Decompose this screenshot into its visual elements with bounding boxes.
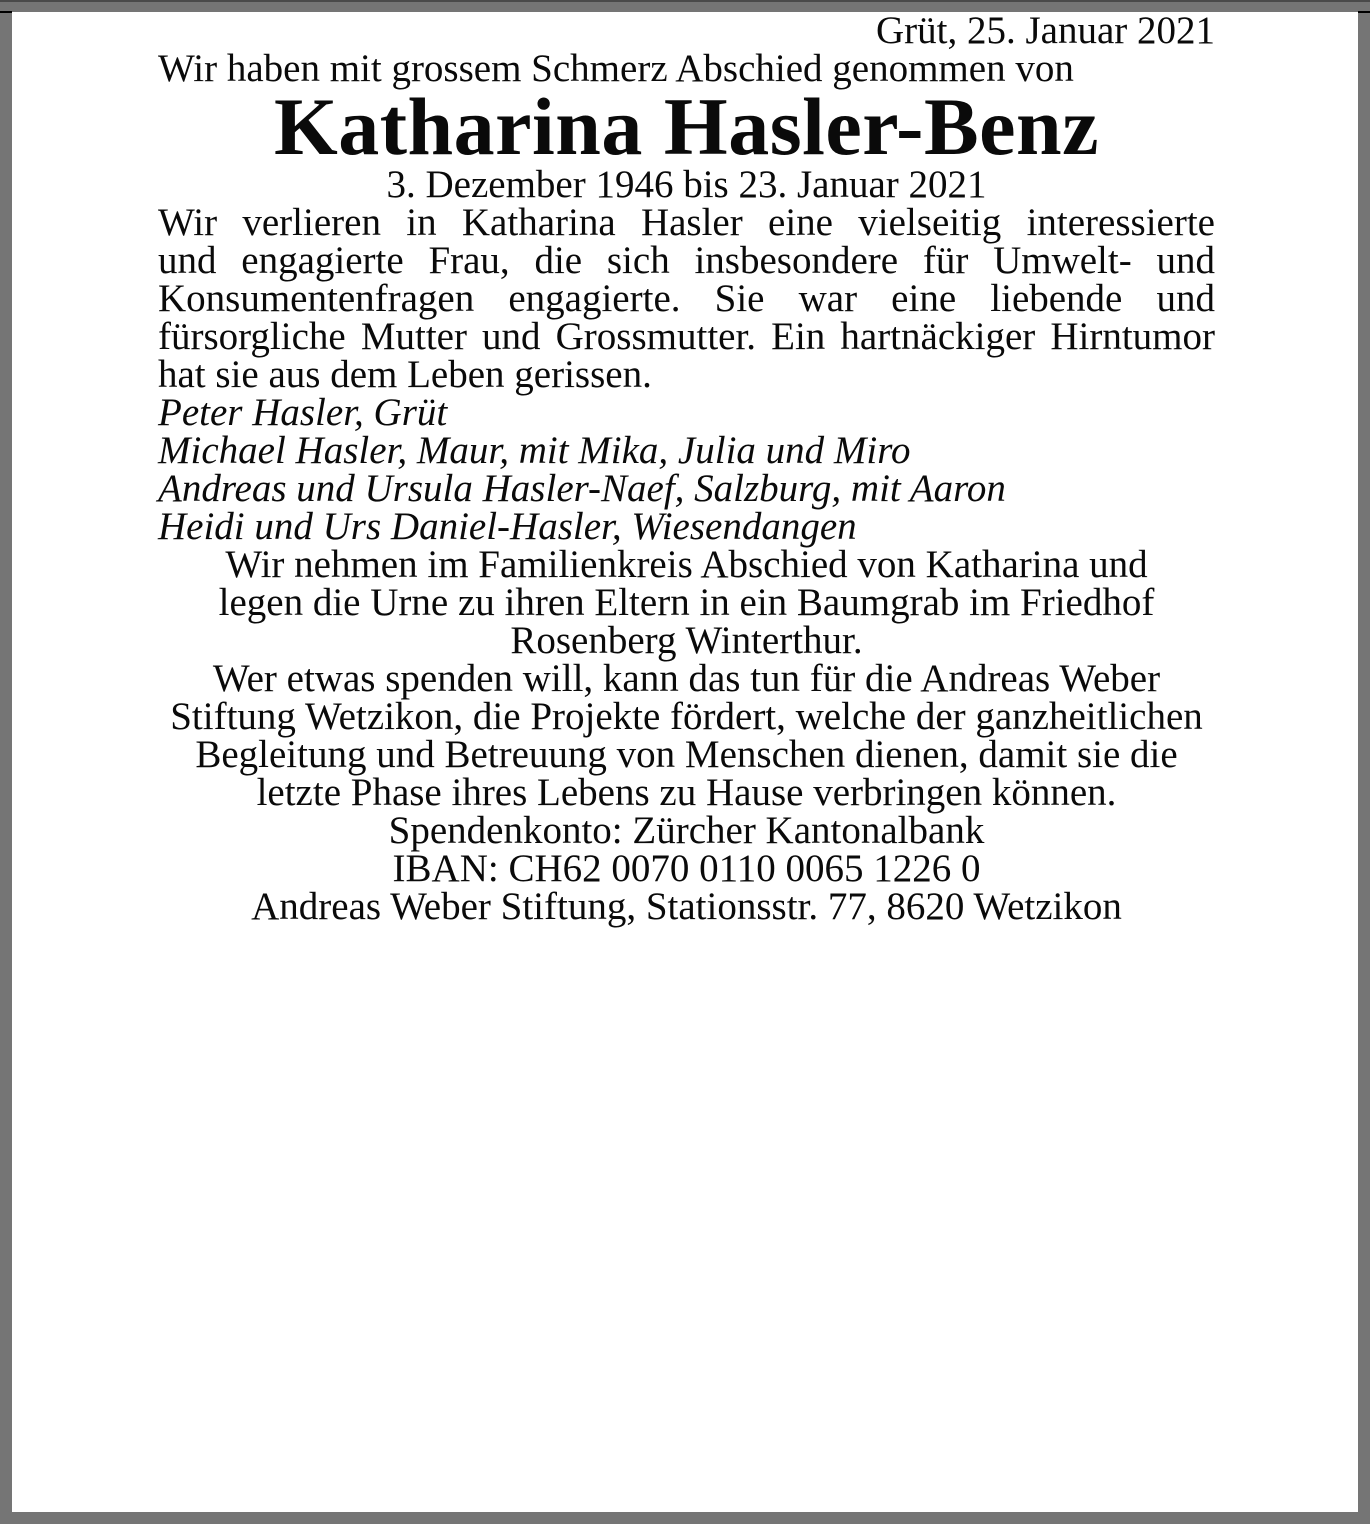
- obituary-content: [12, 9, 1358, 928]
- obituary-line: Wir verlieren in Katharina Hasler eine vielseitig interessierte: [158, 201, 1215, 244]
- bank-details: [158, 809, 1215, 928]
- page-top-shadow-right: [1358, 11, 1370, 13]
- family-member: Andreas und Ursula Hasler-Naef, Salzburg, mit Aaron: [158, 467, 1006, 510]
- obituary-paragraph: [158, 201, 1215, 396]
- donation-line: Begleitung und Betreuung von Menschen dienen, damit sie die: [195, 733, 1178, 776]
- foundation-address-line: Andreas Weber Stiftung, Stationsstr. 77, 8620 Wetzikon: [251, 885, 1122, 928]
- iban-line: IBAN: CH62 0070 0110 0065 1226 0: [392, 847, 981, 890]
- obituary-line: hat sie aus dem Leben gerissen.: [158, 353, 652, 396]
- obituary-line: Konsumentenfragen engagierte. Sie war eine liebende und: [158, 277, 1215, 320]
- donation-line: letzte Phase ihres Lebens zu Hause verbringen können.: [256, 771, 1117, 814]
- donation-line: Wer etwas spenden will, kann das tun für die Andreas Weber: [212, 657, 1161, 700]
- farewell-paragraph: [158, 543, 1215, 662]
- life-dates: 3. Dezember 1946 bis 23. Januar 2021: [386, 163, 987, 206]
- window-top-edge: [0, 0, 1370, 2]
- family-member: Peter Hasler, Grüt: [158, 391, 448, 434]
- farewell-line: Rosenberg Winterthur.: [510, 619, 863, 662]
- family-member: Michael Hasler, Maur, mit Mika, Julia und Miro: [158, 429, 911, 472]
- donation-line: Stiftung Wetzikon, die Projekte fördert, welche der ganzheitlichen: [170, 695, 1203, 738]
- obituary-line: und engagierte Frau, die sich insbesondere für Umwelt- und: [158, 239, 1215, 282]
- farewell-line: Wir nehmen im Familienkreis Abschied von Katharina und: [225, 543, 1148, 586]
- bank-account-line: Spendenkonto: Zürcher Kantonalbank: [388, 809, 985, 852]
- deceased-name: Katharina Hasler-Benz: [273, 81, 1100, 172]
- farewell-line: legen die Urne zu ihren Eltern in ein Baumgrab im Friedhof: [218, 581, 1155, 624]
- donation-paragraph: [158, 657, 1215, 814]
- family-list: [158, 391, 1215, 548]
- obituary-page: [12, 9, 1358, 1512]
- intro-line: Wir haben mit grossem Schmerz Abschied genommen von: [158, 47, 1074, 90]
- family-member: Heidi und Urs Daniel-Hasler, Wiesendangen: [158, 505, 857, 548]
- dateline: Grüt, 25. Januar 2021: [875, 9, 1215, 52]
- obituary-line: fürsorgliche Mutter und Grossmutter. Ein hartnäckiger Hirntumor: [158, 315, 1215, 358]
- page-top-shadow-left: [0, 11, 12, 13]
